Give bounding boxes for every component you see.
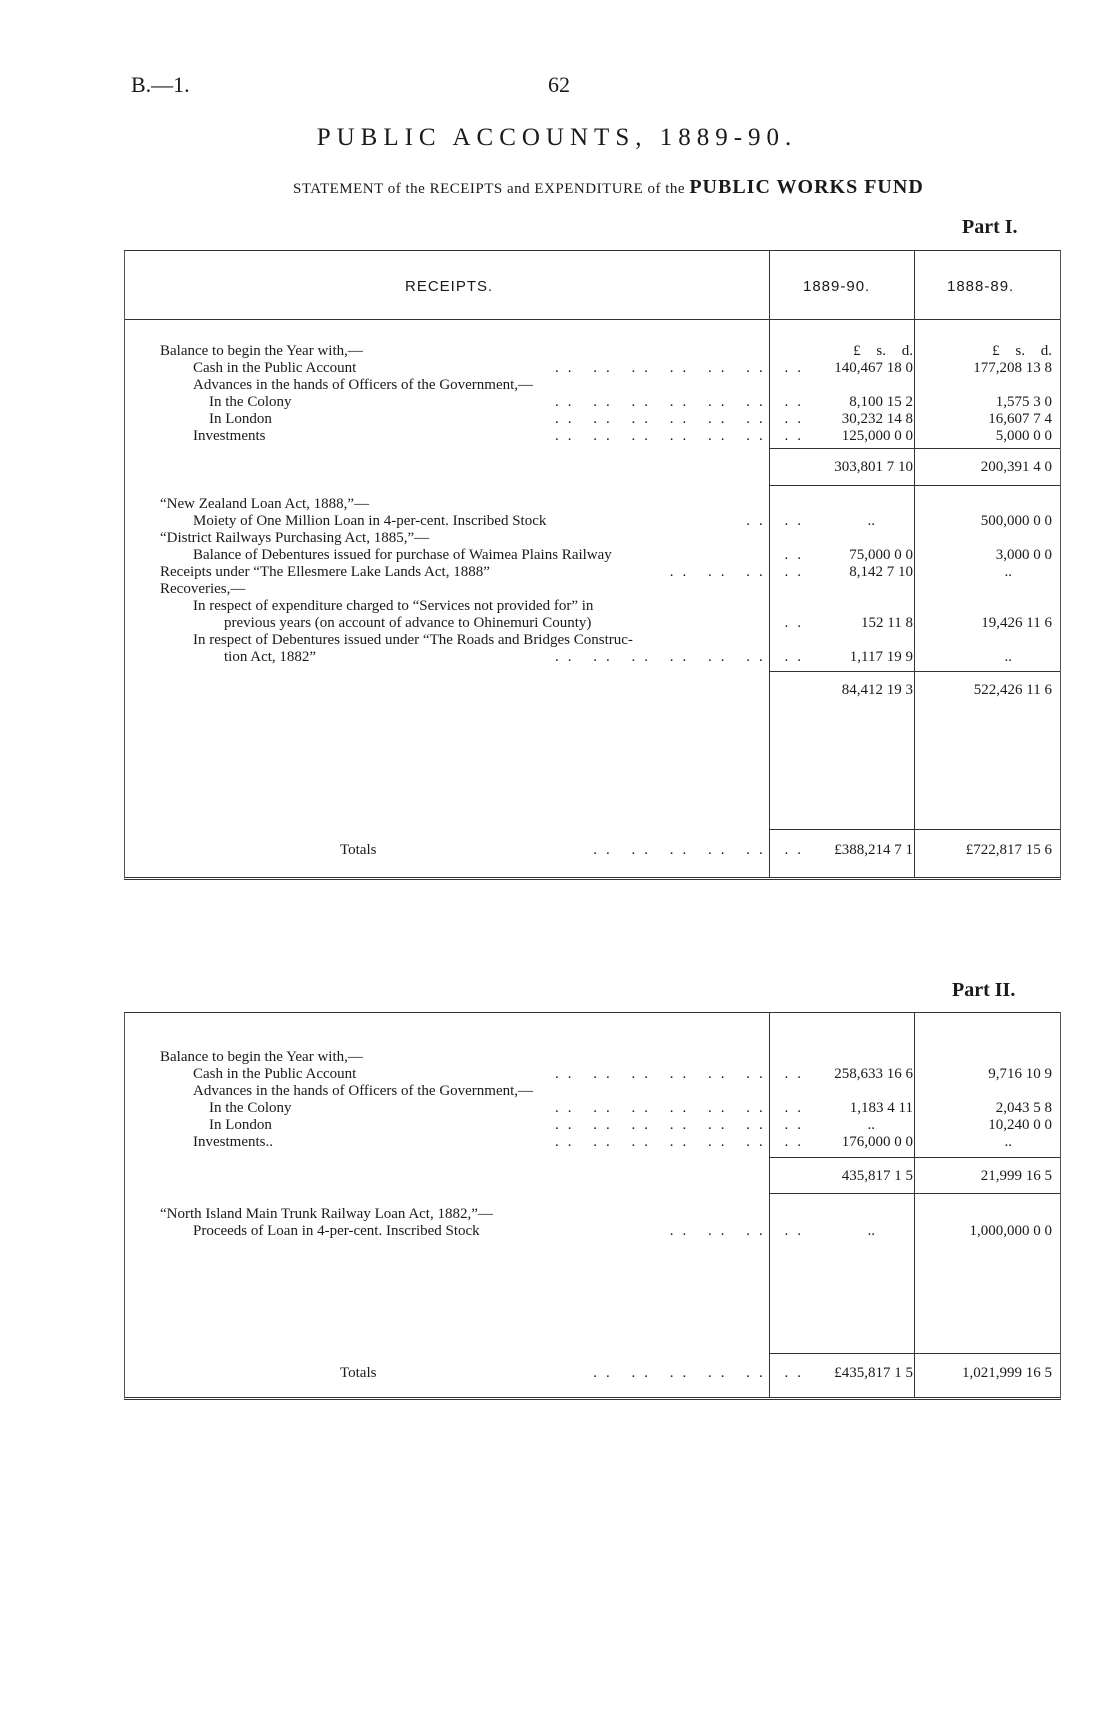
- subtotal-row: [125, 1168, 1060, 1185]
- row-label: Balance to begin the Year with,—: [160, 343, 363, 359]
- part2-label: Part II.: [952, 979, 1016, 1001]
- row-label: Balance of Debentures issued for purchase of Waimea Plains Railway: [193, 547, 612, 563]
- totals-label: Totals: [340, 842, 377, 858]
- subtotal-1888-89: 21,999 16 5: [980, 1168, 1052, 1184]
- row-label: Moiety of One Million Loan in 4-per-cent. Inscribed Stock: [193, 513, 547, 529]
- table-row: [125, 343, 1060, 360]
- amount-1889-90: 125,000 0 0: [841, 428, 913, 444]
- total-1889-90: £388,214 7 1: [834, 842, 913, 858]
- amount-1889-90: 8,142 7 10: [849, 564, 913, 580]
- row-label: Cash in the Public Account: [193, 1066, 357, 1082]
- subtotal-1888-89: 522,426 11 6: [973, 682, 1052, 698]
- amount-1888-89: 2,043 5 8: [995, 1100, 1052, 1116]
- amount-1888-89: ..: [1004, 1134, 1012, 1150]
- amount-1889-90: ..: [867, 513, 875, 529]
- table-row: [125, 377, 1060, 394]
- table-row: [125, 632, 1060, 649]
- table-row: [125, 615, 1060, 632]
- table-row: [125, 581, 1060, 598]
- amount-1888-89: ..: [1004, 564, 1012, 580]
- row-label: Receipts under “The Ellesmere Lake Lands Act, 1888”: [160, 564, 490, 580]
- subtotal-row: [125, 682, 1060, 699]
- totals-row: [125, 1365, 1060, 1382]
- totals-label: Totals: [340, 1365, 377, 1381]
- subtotal-row: [125, 459, 1060, 476]
- amount-1889-90: 152 11 8: [861, 615, 913, 631]
- table-row: [125, 1049, 1060, 1066]
- part1-table: [124, 250, 1061, 880]
- leader-dots: .. .. .. .. .. .. ..: [555, 649, 810, 665]
- part1-label: Part I.: [962, 216, 1018, 238]
- table-row: [125, 394, 1060, 411]
- leader-dots: .. .. .. .. .. .. ..: [555, 428, 810, 444]
- row-label: In respect of expenditure charged to “Services not provided for” in: [193, 598, 594, 614]
- leader-dots: ..: [784, 547, 810, 563]
- leader-dots: .. .. .. ..: [669, 1223, 810, 1239]
- amount-1889-90: ..: [867, 1117, 875, 1133]
- column-header-1889-90: 1889-90.: [803, 278, 871, 295]
- table-row: [125, 1083, 1060, 1100]
- column-header-receipts: RECEIPTS.: [405, 278, 494, 295]
- amount-1888-89: 16,607 7 4: [988, 411, 1052, 427]
- amount-1889-90: 176,000 0 0: [841, 1134, 913, 1150]
- subtotal-1889-90: 303,801 7 10: [834, 459, 913, 475]
- table-row: [125, 1134, 1060, 1151]
- leader-dots: .. .. .. ..: [669, 564, 810, 580]
- subtotal-rule: [769, 485, 1060, 486]
- table-row: [125, 496, 1060, 513]
- table-row: [125, 1223, 1060, 1240]
- row-label: Advances in the hands of Officers of the Government,—: [193, 1083, 534, 1099]
- header-rule: [125, 319, 1060, 320]
- amount-1888-89: 9,716 10 9: [988, 1066, 1052, 1082]
- row-label: Balance to begin the Year with,—: [160, 1049, 363, 1065]
- row-label: In London: [209, 411, 272, 427]
- subtotal-1888-89: 200,391 4 0: [980, 459, 1052, 475]
- subtitle-fund: PUBLIC WORKS FUND: [689, 176, 924, 198]
- leader-dots: .. .. .. .. .. ..: [593, 842, 810, 858]
- column-header-1888-89: 1888-89.: [947, 278, 1015, 295]
- row-label: previous years (on account of advance to Ohinemuri County): [224, 615, 592, 631]
- statement-subtitle: [293, 176, 924, 199]
- row-label: Cash in the Public Account: [193, 360, 357, 376]
- amount-1888-89: 5,000 0 0: [995, 428, 1052, 444]
- leader-dots: .. .. .. .. .. .. ..: [555, 1100, 810, 1116]
- leader-dots: .. .. .. .. .. .. ..: [555, 1066, 810, 1082]
- row-label: Recoveries,—: [160, 581, 246, 597]
- leader-dots: .. .. .. .. .. .. ..: [555, 411, 810, 427]
- table-row: [125, 598, 1060, 615]
- row-label: “New Zealand Loan Act, 1888,”—: [160, 496, 370, 512]
- table-row: [125, 411, 1060, 428]
- page-title: PUBLIC ACCOUNTS, 1889-90.: [316, 124, 798, 151]
- subtotal-rule: [769, 1157, 1060, 1158]
- amount-1888-89: ..: [1004, 649, 1012, 665]
- table-row: [125, 530, 1060, 547]
- table-row: [125, 513, 1060, 530]
- leader-dots: .. .. .. .. .. .. ..: [555, 1134, 810, 1150]
- amount-1889-90: 1,183 4 11: [849, 1100, 913, 1116]
- row-label: “District Railways Purchasing Act, 1885,”—: [160, 530, 430, 546]
- subtotal-1889-90: 435,817 1 5: [841, 1168, 913, 1184]
- units-1889-90: £ s. d.: [853, 343, 913, 359]
- table-row: [125, 1206, 1060, 1223]
- amount-1889-90: 75,000 0 0: [849, 547, 913, 563]
- table-row: [125, 1117, 1060, 1134]
- amount-1889-90: 1,117 19 9: [849, 649, 913, 665]
- amount-1888-89: 1,000,000 0 0: [969, 1223, 1052, 1239]
- total-1888-89: 1,021,999 16 5: [962, 1365, 1052, 1381]
- totals-rule: [769, 1353, 1060, 1354]
- table-row: [125, 360, 1060, 377]
- amount-1889-90: 258,633 16 6: [834, 1066, 913, 1082]
- part2-table: [124, 1012, 1061, 1400]
- leader-dots: .. .. .. .. .. ..: [593, 1365, 810, 1381]
- table-row: [125, 649, 1060, 666]
- page-number: 62: [548, 72, 570, 97]
- row-label: tion Act, 1882”: [224, 649, 317, 665]
- row-label: Investments: [193, 428, 266, 444]
- amount-1889-90: 8,100 15 2: [849, 394, 913, 410]
- subtotal-rule: [769, 671, 1060, 672]
- table-row: [125, 547, 1060, 564]
- amount-1888-89: 1,575 3 0: [995, 394, 1052, 410]
- total-1889-90: £435,817 1 5: [834, 1365, 913, 1381]
- row-label: Advances in the hands of Officers of the Government,—: [193, 377, 534, 393]
- leader-dots: ..: [784, 615, 810, 631]
- row-label: Investments..: [193, 1134, 273, 1150]
- table-row: [125, 1066, 1060, 1083]
- total-1888-89: £722,817 15 6: [965, 842, 1052, 858]
- row-label: “North Island Main Trunk Railway Loan Act, 1882,”—: [160, 1206, 493, 1222]
- leader-dots: .. .. .. .. .. .. ..: [555, 394, 810, 410]
- leader-dots: .. ..: [746, 513, 810, 529]
- subtotal-1889-90: 84,412 19 3: [841, 682, 913, 698]
- amount-1889-90: 30,232 14 8: [841, 411, 913, 427]
- leader-dots: .. .. .. .. .. .. ..: [555, 360, 810, 376]
- table-row: [125, 428, 1060, 445]
- amount-1889-90: 140,467 18 0: [834, 360, 913, 376]
- amount-1888-89: 10,240 0 0: [988, 1117, 1052, 1133]
- amount-1888-89: 3,000 0 0: [995, 547, 1052, 563]
- leader-dots: .. .. .. .. .. .. ..: [555, 1117, 810, 1133]
- subtotal-rule: [769, 448, 1060, 449]
- row-label: In the Colony: [209, 1100, 292, 1116]
- totals-rule: [769, 829, 1060, 830]
- row-label: Proceeds of Loan in 4-per-cent. Inscribed Stock: [193, 1223, 480, 1239]
- units-1888-89: £ s. d.: [992, 343, 1052, 359]
- row-label: In respect of Debentures issued under “The Roads and Bridges Construc-: [193, 632, 633, 648]
- amount-1888-89: 177,208 13 8: [973, 360, 1052, 376]
- amount-1888-89: 500,000 0 0: [980, 513, 1052, 529]
- document-reference: B.—1.: [131, 72, 190, 97]
- table-row: [125, 1100, 1060, 1117]
- amount-1889-90: ..: [867, 1223, 875, 1239]
- subtotal-rule: [769, 1193, 1060, 1194]
- row-label: In the Colony: [209, 394, 292, 410]
- totals-row: [125, 842, 1060, 859]
- row-label: In London: [209, 1117, 272, 1133]
- table-row: [125, 564, 1060, 581]
- subtitle-prefix: STATEMENT of the RECEIPTS and EXPENDITURE of the: [293, 181, 686, 197]
- amount-1888-89: 19,426 11 6: [981, 615, 1052, 631]
